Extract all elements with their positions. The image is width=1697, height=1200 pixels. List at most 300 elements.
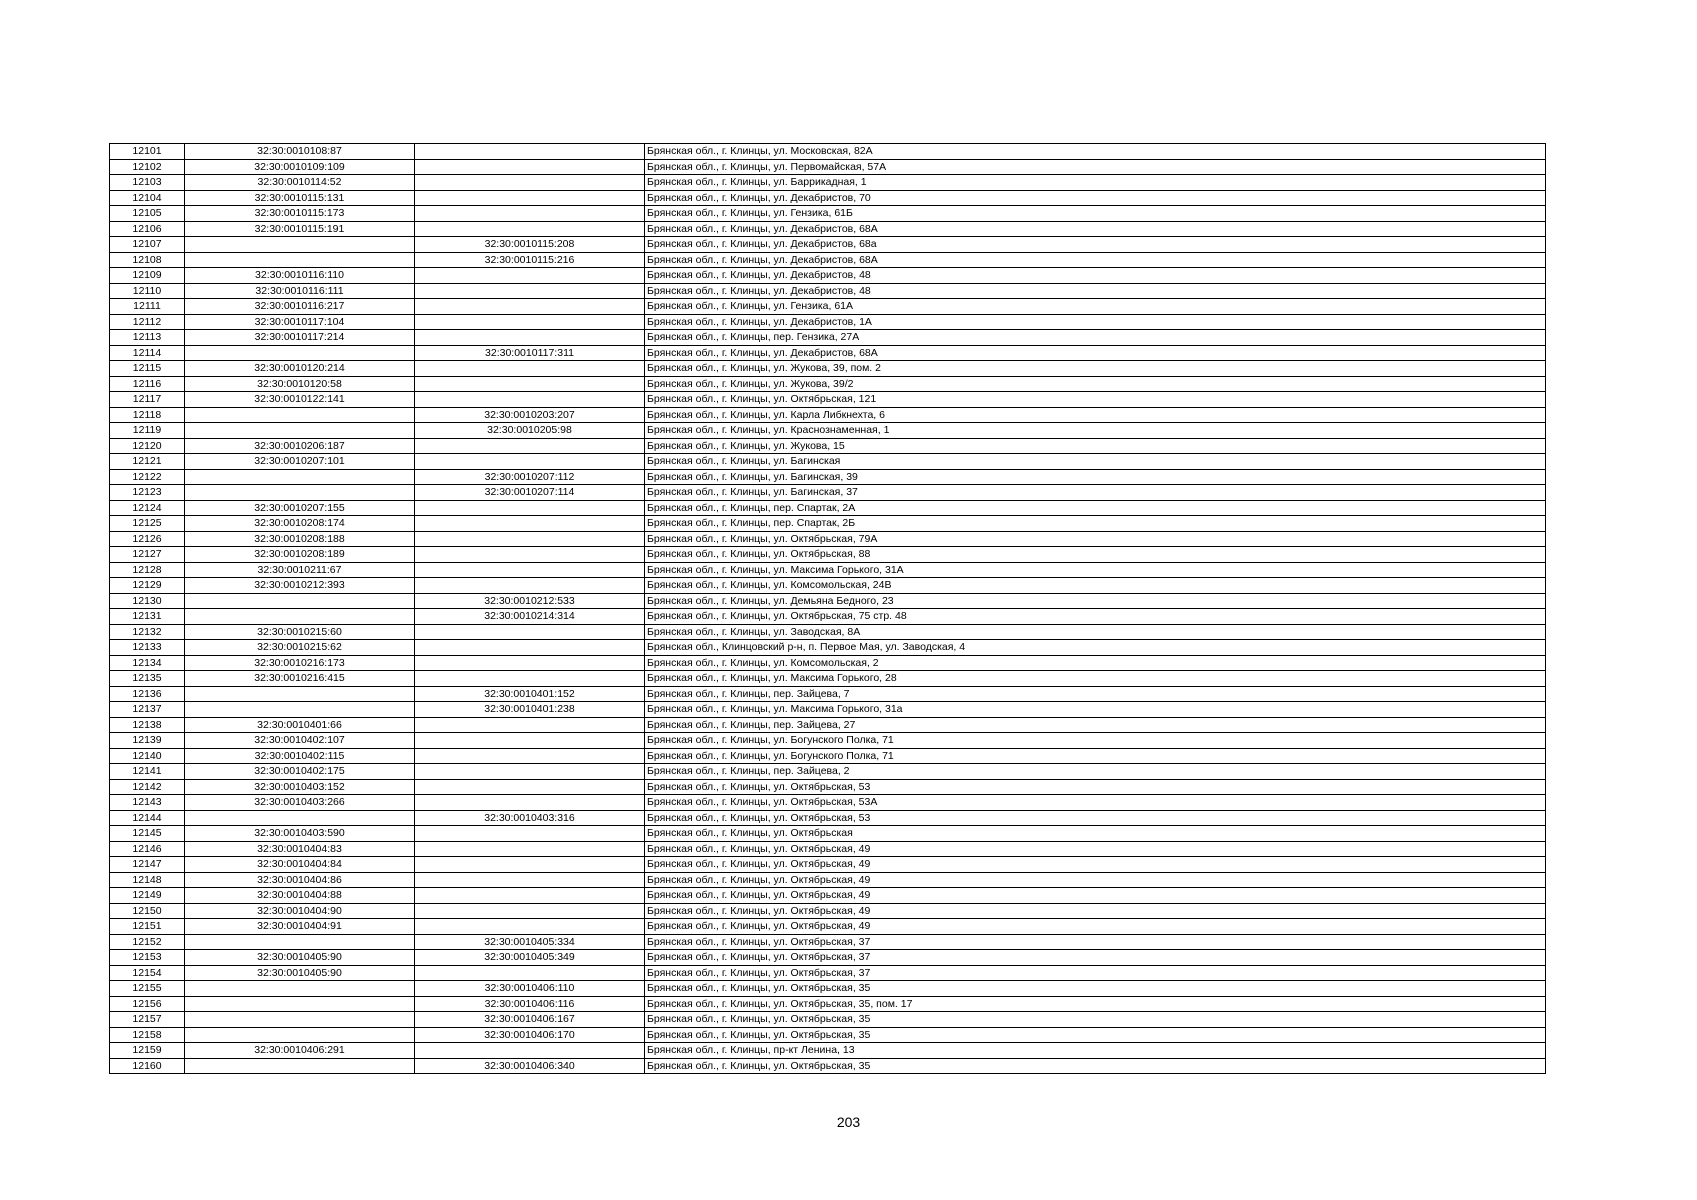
- page-number: 203: [836, 1114, 861, 1130]
- address-cell: Брянская обл., г. Клинцы, ул. Багинская, 37: [645, 485, 1546, 501]
- cadastral-number-alt-cell: 32:30:0010115:216: [415, 252, 645, 268]
- cadastral-number-cell: 32:30:0010114:52: [185, 175, 415, 191]
- table-row: [110, 485, 1546, 501]
- cadastral-number-alt-cell: [415, 779, 645, 795]
- cadastral-number-cell: 32:30:0010403:266: [185, 795, 415, 811]
- cadastral-number-alt-cell: 32:30:0010203:207: [415, 407, 645, 423]
- table-row: [110, 454, 1546, 470]
- table-row: [110, 1043, 1546, 1059]
- table-row: [110, 857, 1546, 873]
- table-row: [110, 748, 1546, 764]
- cadastral-number-cell: [185, 981, 415, 997]
- cadastral-number-cell: 32:30:0010401:66: [185, 717, 415, 733]
- table-row: [110, 190, 1546, 206]
- row-number-cell: 12110: [110, 283, 185, 299]
- table-row: [110, 578, 1546, 594]
- table-row: [110, 795, 1546, 811]
- table-row: [110, 717, 1546, 733]
- address-cell: Брянская обл., г. Клинцы, ул. Декабристов, 68А: [645, 252, 1546, 268]
- row-number-cell: 12123: [110, 485, 185, 501]
- address-cell: Брянская обл., г. Клинцы, ул. Демьяна Бедного, 23: [645, 593, 1546, 609]
- cadastral-number-cell: 32:30:0010402:175: [185, 764, 415, 780]
- cadastral-number-alt-cell: [415, 531, 645, 547]
- row-number-cell: 12149: [110, 888, 185, 904]
- cadastral-number-cell: 32:30:0010109:109: [185, 159, 415, 175]
- row-number-cell: 12133: [110, 640, 185, 656]
- table-row: [110, 500, 1546, 516]
- cadastral-number-alt-cell: [415, 888, 645, 904]
- cadastral-number-cell: 32:30:0010216:415: [185, 671, 415, 687]
- cadastral-number-cell: 32:30:0010122:141: [185, 392, 415, 408]
- cadastral-number-alt-cell: [415, 903, 645, 919]
- row-number-cell: 12127: [110, 547, 185, 563]
- row-number-cell: 12109: [110, 268, 185, 284]
- address-cell: Брянская обл., г. Клинцы, ул. Заводская, 8А: [645, 624, 1546, 640]
- cadastral-number-cell: 32:30:0010117:104: [185, 314, 415, 330]
- row-number-cell: 12145: [110, 826, 185, 842]
- cadastral-number-cell: 32:30:0010115:173: [185, 206, 415, 222]
- row-number-cell: 12128: [110, 562, 185, 578]
- address-cell: Брянская обл., г. Клинцы, пер. Спартак, 2А: [645, 500, 1546, 516]
- row-number-cell: 12129: [110, 578, 185, 594]
- cadastral-number-cell: 32:30:0010402:107: [185, 733, 415, 749]
- cadastral-number-cell: 32:30:0010404:83: [185, 841, 415, 857]
- cadastral-number-cell: 32:30:0010207:101: [185, 454, 415, 470]
- table-row: [110, 407, 1546, 423]
- address-cell: Брянская обл., г. Клинцы, ул. Октябрьская, 53: [645, 779, 1546, 795]
- table-row: [110, 779, 1546, 795]
- row-number-cell: 12160: [110, 1058, 185, 1074]
- row-number-cell: 12108: [110, 252, 185, 268]
- address-cell: Брянская обл., г. Клинцы, ул. Декабристов, 48: [645, 268, 1546, 284]
- cadastral-number-alt-cell: 32:30:0010406:340: [415, 1058, 645, 1074]
- address-cell: Брянская обл., г. Клинцы, ул. Жукова, 15: [645, 438, 1546, 454]
- cadastral-number-cell: 32:30:0010405:90: [185, 950, 415, 966]
- cadastral-number-cell: 32:30:0010216:173: [185, 655, 415, 671]
- cadastral-number-alt-cell: [415, 655, 645, 671]
- address-cell: Брянская обл., г. Клинцы, ул. Октябрьская, 75 стр. 48: [645, 609, 1546, 625]
- table-row: [110, 345, 1546, 361]
- cadastral-number-alt-cell: 32:30:0010207:112: [415, 469, 645, 485]
- cadastral-number-cell: 32:30:0010208:188: [185, 531, 415, 547]
- address-cell: Брянская обл., г. Клинцы, ул. Комсомольская, 2: [645, 655, 1546, 671]
- address-cell: Брянская обл., Клинцовский р-н, п. Первое Мая, ул. Заводская, 4: [645, 640, 1546, 656]
- cadastral-number-alt-cell: 32:30:0010205:98: [415, 423, 645, 439]
- table-row: [110, 702, 1546, 718]
- address-cell: Брянская обл., г. Клинцы, пр-кт Ленина, 13: [645, 1043, 1546, 1059]
- row-number-cell: 12120: [110, 438, 185, 454]
- cadastral-number-alt-cell: [415, 144, 645, 160]
- row-number-cell: 12130: [110, 593, 185, 609]
- row-number-cell: 12118: [110, 407, 185, 423]
- cadastral-number-cell: [185, 1012, 415, 1028]
- table-row: [110, 516, 1546, 532]
- cadastral-number-alt-cell: [415, 221, 645, 237]
- row-number-cell: 12132: [110, 624, 185, 640]
- address-cell: Брянская обл., г. Клинцы, пер. Зайцева, 27: [645, 717, 1546, 733]
- cadastral-number-alt-cell: [415, 717, 645, 733]
- row-number-cell: 12113: [110, 330, 185, 346]
- address-cell: Брянская обл., г. Клинцы, ул. Декабристов, 48: [645, 283, 1546, 299]
- address-cell: Брянская обл., г. Клинцы, ул. Баррикадная, 1: [645, 175, 1546, 191]
- row-number-cell: 12144: [110, 810, 185, 826]
- row-number-cell: 12119: [110, 423, 185, 439]
- cadastral-number-alt-cell: [415, 392, 645, 408]
- cadastral-number-cell: [185, 934, 415, 950]
- address-cell: Брянская обл., г. Клинцы, ул. Октябрьская, 88: [645, 547, 1546, 563]
- cadastral-number-alt-cell: 32:30:0010212:533: [415, 593, 645, 609]
- cadastral-number-cell: 32:30:0010403:152: [185, 779, 415, 795]
- table-row: [110, 810, 1546, 826]
- table-row: [110, 206, 1546, 222]
- cadastral-number-alt-cell: [415, 562, 645, 578]
- table-row: [110, 392, 1546, 408]
- address-cell: Брянская обл., г. Клинцы, ул. Октябрьская, 35: [645, 981, 1546, 997]
- table-row: [110, 826, 1546, 842]
- cadastral-number-cell: [185, 407, 415, 423]
- row-number-cell: 12116: [110, 376, 185, 392]
- table-row: [110, 950, 1546, 966]
- table-row: [110, 361, 1546, 377]
- cadastral-number-alt-cell: [415, 872, 645, 888]
- table-row: [110, 593, 1546, 609]
- cadastral-number-cell: 32:30:0010403:590: [185, 826, 415, 842]
- cadastral-number-alt-cell: [415, 733, 645, 749]
- table-row: [110, 299, 1546, 315]
- table-row: [110, 981, 1546, 997]
- cadastral-number-cell: 32:30:0010207:155: [185, 500, 415, 516]
- cadastral-number-alt-cell: 32:30:0010406:167: [415, 1012, 645, 1028]
- cadastral-number-alt-cell: [415, 671, 645, 687]
- address-cell: Брянская обл., г. Клинцы, ул. Октябрьская: [645, 826, 1546, 842]
- cadastral-number-cell: [185, 1027, 415, 1043]
- cadastral-number-alt-cell: [415, 438, 645, 454]
- row-number-cell: 12126: [110, 531, 185, 547]
- cadastral-number-cell: 32:30:0010212:393: [185, 578, 415, 594]
- cadastral-number-alt-cell: [415, 764, 645, 780]
- address-cell: Брянская обл., г. Клинцы, ул. Октябрьская, 49: [645, 872, 1546, 888]
- cadastral-number-alt-cell: 32:30:0010401:152: [415, 686, 645, 702]
- table-row: [110, 624, 1546, 640]
- address-cell: Брянская обл., г. Клинцы, ул. Гензика, 61А: [645, 299, 1546, 315]
- table-row: [110, 314, 1546, 330]
- cadastral-number-cell: 32:30:0010402:115: [185, 748, 415, 764]
- table-row: [110, 221, 1546, 237]
- address-cell: Брянская обл., г. Клинцы, ул. Октябрьская, 79А: [645, 531, 1546, 547]
- row-number-cell: 12107: [110, 237, 185, 253]
- address-cell: Брянская обл., г. Клинцы, ул. Октябрьская, 35, пом. 17: [645, 996, 1546, 1012]
- cadastral-number-alt-cell: [415, 175, 645, 191]
- address-cell: Брянская обл., г. Клинцы, ул. Краснознаменная, 1: [645, 423, 1546, 439]
- cadastral-number-alt-cell: [415, 299, 645, 315]
- cadastral-number-cell: 32:30:0010215:62: [185, 640, 415, 656]
- table-row: [110, 655, 1546, 671]
- table-row: [110, 237, 1546, 253]
- row-number-cell: 12138: [110, 717, 185, 733]
- cadastral-number-alt-cell: [415, 841, 645, 857]
- cadastral-number-alt-cell: 32:30:0010405:334: [415, 934, 645, 950]
- cadastral-number-cell: 32:30:0010206:187: [185, 438, 415, 454]
- cadastral-number-cell: 32:30:0010120:214: [185, 361, 415, 377]
- cadastral-number-alt-cell: [415, 1043, 645, 1059]
- table-row: [110, 159, 1546, 175]
- address-cell: Брянская обл., г. Клинцы, ул. Московская, 82А: [645, 144, 1546, 160]
- cadastral-number-cell: [185, 810, 415, 826]
- cadastral-number-cell: 32:30:0010404:91: [185, 919, 415, 935]
- row-number-cell: 12114: [110, 345, 185, 361]
- cadastral-number-cell: 32:30:0010211:67: [185, 562, 415, 578]
- cadastral-number-cell: 32:30:0010116:111: [185, 283, 415, 299]
- cadastral-number-cell: [185, 252, 415, 268]
- cadastral-number-alt-cell: [415, 283, 645, 299]
- row-number-cell: 12156: [110, 996, 185, 1012]
- table-row: [110, 686, 1546, 702]
- row-number-cell: 12151: [110, 919, 185, 935]
- address-cell: Брянская обл., г. Клинцы, ул. Октябрьская, 53А: [645, 795, 1546, 811]
- address-cell: Брянская обл., г. Клинцы, ул. Жукова, 39/2: [645, 376, 1546, 392]
- table-row: [110, 903, 1546, 919]
- row-number-cell: 12121: [110, 454, 185, 470]
- cadastral-number-cell: 32:30:0010208:189: [185, 547, 415, 563]
- table-row: [110, 872, 1546, 888]
- address-cell: Брянская обл., г. Клинцы, ул. Богунского Полка, 71: [645, 733, 1546, 749]
- cadastral-number-alt-cell: [415, 578, 645, 594]
- address-cell: Брянская обл., г. Клинцы, пер. Спартак, 2Б: [645, 516, 1546, 532]
- table-row: [110, 1027, 1546, 1043]
- cadastral-number-cell: 32:30:0010404:84: [185, 857, 415, 873]
- cadastral-number-alt-cell: [415, 500, 645, 516]
- cadastral-number-alt-cell: 32:30:0010403:316: [415, 810, 645, 826]
- cadastral-number-cell: [185, 485, 415, 501]
- table-row: [110, 888, 1546, 904]
- row-number-cell: 12135: [110, 671, 185, 687]
- cadastral-number-cell: 32:30:0010404:86: [185, 872, 415, 888]
- row-number-cell: 12111: [110, 299, 185, 315]
- row-number-cell: 12122: [110, 469, 185, 485]
- cadastral-number-cell: [185, 1058, 415, 1074]
- table-row: [110, 423, 1546, 439]
- cadastral-number-alt-cell: 32:30:0010406:116: [415, 996, 645, 1012]
- table-row: [110, 934, 1546, 950]
- cadastral-number-cell: 32:30:0010404:88: [185, 888, 415, 904]
- cadastral-number-cell: 32:30:0010405:90: [185, 965, 415, 981]
- address-cell: Брянская обл., г. Клинцы, ул. Октябрьская, 53: [645, 810, 1546, 826]
- table-row: [110, 671, 1546, 687]
- address-cell: Брянская обл., г. Клинцы, ул. Октябрьская, 37: [645, 965, 1546, 981]
- address-cell: Брянская обл., г. Клинцы, ул. Максима Горького, 31а: [645, 702, 1546, 718]
- address-cell: Брянская обл., г. Клинцы, ул. Декабристов, 70: [645, 190, 1546, 206]
- address-cell: Брянская обл., г. Клинцы, ул. Октябрьская, 49: [645, 919, 1546, 935]
- cadastral-number-cell: 32:30:0010116:217: [185, 299, 415, 315]
- table-row: [110, 562, 1546, 578]
- table-row: [110, 841, 1546, 857]
- row-number-cell: 12106: [110, 221, 185, 237]
- address-cell: Брянская обл., г. Клинцы, пер. Зайцева, 2: [645, 764, 1546, 780]
- row-number-cell: 12103: [110, 175, 185, 191]
- address-cell: Брянская обл., г. Клинцы, ул. Гензика, 61Б: [645, 206, 1546, 222]
- cadastral-number-cell: [185, 423, 415, 439]
- table-row: [110, 733, 1546, 749]
- row-number-cell: 12112: [110, 314, 185, 330]
- table-row: [110, 144, 1546, 160]
- row-number-cell: 12131: [110, 609, 185, 625]
- row-number-cell: 12102: [110, 159, 185, 175]
- table-row: [110, 609, 1546, 625]
- table-row: [110, 640, 1546, 656]
- row-number-cell: 12136: [110, 686, 185, 702]
- address-cell: Брянская обл., г. Клинцы, пер. Гензика, 27А: [645, 330, 1546, 346]
- address-cell: Брянская обл., г. Клинцы, ул. Максима Горького, 28: [645, 671, 1546, 687]
- address-cell: Брянская обл., г. Клинцы, ул. Октябрьская, 49: [645, 903, 1546, 919]
- cadastral-number-cell: 32:30:0010208:174: [185, 516, 415, 532]
- address-cell: Брянская обл., г. Клинцы, ул. Декабристов, 68А: [645, 345, 1546, 361]
- cadastral-number-alt-cell: [415, 919, 645, 935]
- table-row: [110, 764, 1546, 780]
- table-row: [110, 965, 1546, 981]
- cadastral-number-alt-cell: [415, 516, 645, 532]
- cadastral-number-alt-cell: [415, 376, 645, 392]
- row-number-cell: 12153: [110, 950, 185, 966]
- cadastral-number-alt-cell: [415, 624, 645, 640]
- address-cell: Брянская обл., г. Клинцы, ул. Жукова, 39, пом. 2: [645, 361, 1546, 377]
- row-number-cell: 12137: [110, 702, 185, 718]
- cadastral-number-cell: [185, 686, 415, 702]
- table-row: [110, 330, 1546, 346]
- cadastral-number-cell: [185, 609, 415, 625]
- row-number-cell: 12155: [110, 981, 185, 997]
- cadastral-number-alt-cell: [415, 857, 645, 873]
- address-cell: Брянская обл., г. Клинцы, ул. Комсомольская, 24В: [645, 578, 1546, 594]
- cadastral-number-cell: [185, 469, 415, 485]
- address-cell: Брянская обл., г. Клинцы, ул. Октябрьская, 35: [645, 1027, 1546, 1043]
- cadastral-number-alt-cell: 32:30:0010406:110: [415, 981, 645, 997]
- table-row: [110, 438, 1546, 454]
- cadastral-number-alt-cell: [415, 795, 645, 811]
- table-row: [110, 252, 1546, 268]
- row-number-cell: 12142: [110, 779, 185, 795]
- cadastral-number-cell: 32:30:0010115:131: [185, 190, 415, 206]
- row-number-cell: 12150: [110, 903, 185, 919]
- row-number-cell: 12140: [110, 748, 185, 764]
- address-cell: Брянская обл., г. Клинцы, ул. Октябрьская, 37: [645, 950, 1546, 966]
- row-number-cell: 12143: [110, 795, 185, 811]
- address-cell: Брянская обл., г. Клинцы, ул. Декабристов, 68А: [645, 221, 1546, 237]
- cadastral-number-cell: 32:30:0010116:110: [185, 268, 415, 284]
- table-row: [110, 1058, 1546, 1074]
- cadastral-number-alt-cell: 32:30:0010207:114: [415, 485, 645, 501]
- cadastral-number-cell: 32:30:0010215:60: [185, 624, 415, 640]
- cadastral-number-alt-cell: 32:30:0010401:238: [415, 702, 645, 718]
- cadastral-number-alt-cell: [415, 454, 645, 470]
- cadastral-number-alt-cell: 32:30:0010115:208: [415, 237, 645, 253]
- cadastral-number-alt-cell: [415, 268, 645, 284]
- cadastral-number-cell: [185, 345, 415, 361]
- cadastral-number-alt-cell: [415, 965, 645, 981]
- table-row: [110, 283, 1546, 299]
- address-cell: Брянская обл., г. Клинцы, пер. Зайцева, 7: [645, 686, 1546, 702]
- table-row: [110, 469, 1546, 485]
- address-cell: Брянская обл., г. Клинцы, ул. Октябрьская, 121: [645, 392, 1546, 408]
- cadastral-number-alt-cell: [415, 547, 645, 563]
- row-number-cell: 12117: [110, 392, 185, 408]
- cadastral-number-alt-cell: [415, 826, 645, 842]
- address-cell: Брянская обл., г. Клинцы, ул. Октябрьская, 35: [645, 1012, 1546, 1028]
- cadastral-number-cell: 32:30:0010108:87: [185, 144, 415, 160]
- row-number-cell: 12104: [110, 190, 185, 206]
- cadastral-number-alt-cell: [415, 640, 645, 656]
- address-cell: Брянская обл., г. Клинцы, ул. Карла Либкнехта, 6: [645, 407, 1546, 423]
- cadastral-number-alt-cell: 32:30:0010405:349: [415, 950, 645, 966]
- table-row: [110, 1012, 1546, 1028]
- table-row: [110, 376, 1546, 392]
- row-number-cell: 12147: [110, 857, 185, 873]
- table-row: [110, 547, 1546, 563]
- address-cell: Брянская обл., г. Клинцы, ул. Октябрьская, 37: [645, 934, 1546, 950]
- row-number-cell: 12101: [110, 144, 185, 160]
- address-cell: Брянская обл., г. Клинцы, ул. Октябрьская, 49: [645, 857, 1546, 873]
- row-number-cell: 12154: [110, 965, 185, 981]
- cadastral-number-cell: 32:30:0010404:90: [185, 903, 415, 919]
- cadastral-number-cell: [185, 996, 415, 1012]
- cadastral-number-alt-cell: [415, 159, 645, 175]
- address-cell: Брянская обл., г. Клинцы, ул. Декабристов, 68а: [645, 237, 1546, 253]
- row-number-cell: 12134: [110, 655, 185, 671]
- cadastral-number-alt-cell: [415, 314, 645, 330]
- row-number-cell: 12146: [110, 841, 185, 857]
- row-number-cell: 12141: [110, 764, 185, 780]
- table-row: [110, 531, 1546, 547]
- cadastral-number-cell: [185, 237, 415, 253]
- table-body: [110, 144, 1546, 1074]
- cadastral-number-alt-cell: 32:30:0010214:314: [415, 609, 645, 625]
- table-row: [110, 996, 1546, 1012]
- address-cell: Брянская обл., г. Клинцы, ул. Октябрьская, 35: [645, 1058, 1546, 1074]
- cadastral-number-alt-cell: [415, 748, 645, 764]
- row-number-cell: 12152: [110, 934, 185, 950]
- row-number-cell: 12157: [110, 1012, 185, 1028]
- address-cell: Брянская обл., г. Клинцы, ул. Октябрьская, 49: [645, 841, 1546, 857]
- table-row: [110, 175, 1546, 191]
- cadastral-number-alt-cell: [415, 206, 645, 222]
- row-number-cell: 12139: [110, 733, 185, 749]
- table-row: [110, 919, 1546, 935]
- row-number-cell: 12125: [110, 516, 185, 532]
- row-number-cell: 12105: [110, 206, 185, 222]
- address-cell: Брянская обл., г. Клинцы, ул. Максима Горького, 31А: [645, 562, 1546, 578]
- cadastral-number-cell: 32:30:0010117:214: [185, 330, 415, 346]
- row-number-cell: 12148: [110, 872, 185, 888]
- row-number-cell: 12115: [110, 361, 185, 377]
- cadastral-number-cell: 32:30:0010120:58: [185, 376, 415, 392]
- cadastral-number-alt-cell: [415, 190, 645, 206]
- address-cell: Брянская обл., г. Клинцы, ул. Декабристов, 1А: [645, 314, 1546, 330]
- cadastral-table: [109, 143, 1546, 1074]
- cadastral-number-cell: [185, 593, 415, 609]
- address-cell: Брянская обл., г. Клинцы, ул. Первомайская, 57А: [645, 159, 1546, 175]
- address-cell: Брянская обл., г. Клинцы, ул. Багинская, 39: [645, 469, 1546, 485]
- cadastral-number-alt-cell: 32:30:0010406:170: [415, 1027, 645, 1043]
- address-cell: Брянская обл., г. Клинцы, ул. Багинская: [645, 454, 1546, 470]
- row-number-cell: 12159: [110, 1043, 185, 1059]
- cadastral-number-cell: [185, 702, 415, 718]
- cadastral-number-cell: 32:30:0010406:291: [185, 1043, 415, 1059]
- table-row: [110, 268, 1546, 284]
- row-number-cell: 12158: [110, 1027, 185, 1043]
- cadastral-number-alt-cell: [415, 361, 645, 377]
- cadastral-number-cell: 32:30:0010115:191: [185, 221, 415, 237]
- row-number-cell: 12124: [110, 500, 185, 516]
- address-cell: Брянская обл., г. Клинцы, ул. Богунского Полка, 71: [645, 748, 1546, 764]
